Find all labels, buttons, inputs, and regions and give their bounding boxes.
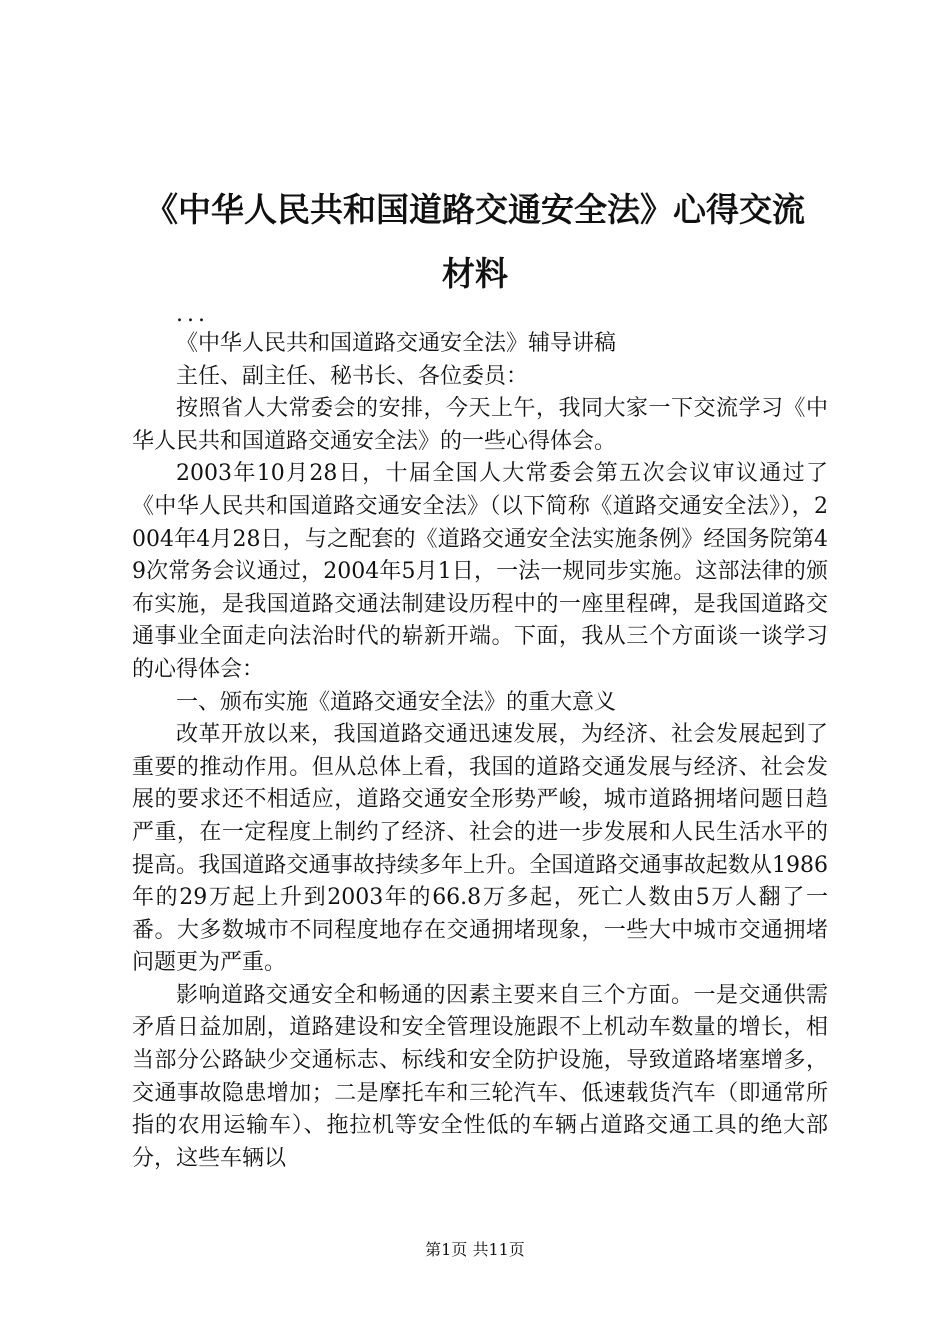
paragraph-intro: 按照省人大常委会的安排，今天上午，我同大家一下交流学习《中华人民共和国道路交通安全法》的一些心得体会。 xyxy=(132,396,828,454)
document-body xyxy=(132,302,828,1175)
paragraph-development: 改革开放以来，我国道路交通迅速发展，为经济、社会发展起到了重要的推动作用。但从总体上看，我国的道路交通发展与经济、社会发展的要求还不相适应，道路交通安全形势严峻，城市道路拥堵问题日趋严重，在一定程度上制约了经济、社会的进一步发展和人民生活水平的提高。我国道路交通事故持续多年上升。全国道路交通事故起数从1986年的29万起上升到2003年的66.8万多起，死亡人数由5万人翻了一番。大多数城市不同程度地存在交通拥堵现象，一些大中城市交通拥堵问题更为严重。 xyxy=(132,722,828,976)
section-heading-1: 一、颁布实施《道路交通安全法》的重大意义 xyxy=(176,689,617,715)
paragraph-factors: 影响道路交通安全和畅通的因素主要来自三个方面。一是交通供需矛盾日益加剧，道路建设和安全管理设施跟不上机动车数量的增长，相当部分公路缺少交通标志、标线和安全防护设施，导致道路堵塞增多，交通事故隐患增加；二是摩托车和三轮汽车、低速载货汽车（即通常所指的农用运输车）、拖拉机等安全性低的车辆占道路交通工具的绝大部分，这些车辆以 xyxy=(132,982,828,1171)
document-title xyxy=(110,178,840,306)
title-line-1: 《中华人民共和国道路交通安全法》心得交流 xyxy=(145,190,805,229)
paragraph-lecture-title: 《中华人民共和国道路交通安全法》辅导讲稿 xyxy=(176,331,617,356)
ellipsis-mark: ... xyxy=(176,302,209,327)
page-footer: 第1页 共11页 xyxy=(425,1240,525,1259)
title-line-2: 材料 xyxy=(442,254,508,293)
paragraph-salutation: 主任、副主任、秘书长、各位委员： xyxy=(176,363,529,389)
paragraph-background: 2003年10月28日，十届全国人大常委会第五次会议审议通过了《中华人民共和国道路交通安全法》（以下简称《道路交通安全法》），2004年4月28日，与之配套的《道路交通安全法实施条例》经国务院第49次常务会议通过，2004年5月1日，一法一规同步实施。这部法律的颁布实施，是我国道路交通法制建设历程中的一座里程碑，是我国道路交通事业全面走向法治时代的崭新开端。下面，我从三个方面谈一谈学习的心得体会： xyxy=(132,461,828,682)
